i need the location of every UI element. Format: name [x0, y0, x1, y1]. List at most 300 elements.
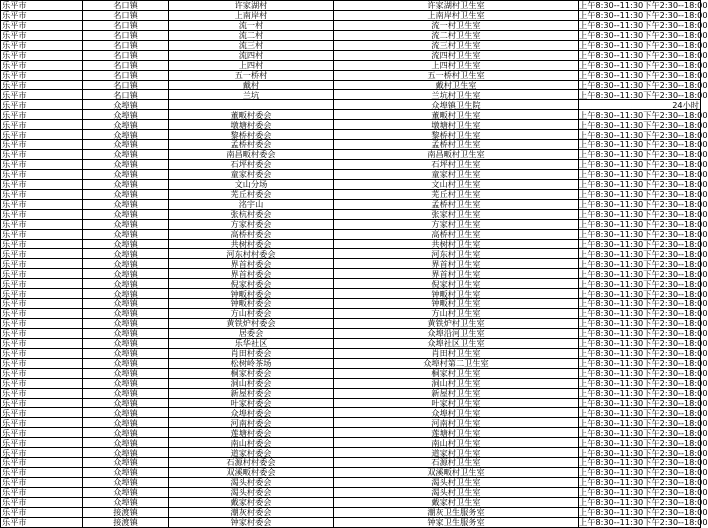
town-cell[interactable]: 众埠镇 — [83, 299, 169, 309]
hours-cell[interactable]: 上午8:30--11:30下午2:30--18:00 — [579, 338, 708, 349]
town-cell[interactable]: 众埠镇 — [83, 269, 169, 279]
clinic-cell[interactable]: 黎桥村卫生室 — [334, 130, 579, 140]
town-cell[interactable]: 名口镇 — [83, 30, 169, 40]
village-cell[interactable]: 肖田村委会 — [169, 348, 334, 358]
city-cell[interactable]: 乐平市 — [1, 507, 83, 517]
table-row — [1, 438, 701, 448]
village-cell[interactable]: 兰坑 — [169, 90, 334, 100]
table-row — [1, 130, 701, 140]
village-cell[interactable]: 倪家村委会 — [169, 279, 334, 289]
clinic-cell[interactable]: 河南村卫生室 — [334, 418, 579, 428]
town-cell[interactable]: 接渡镇 — [83, 507, 169, 517]
city-cell[interactable]: 乐平市 — [1, 368, 83, 378]
village-cell[interactable]: 叶家村委会 — [169, 398, 334, 408]
city-cell[interactable]: 乐平市 — [1, 358, 83, 368]
city-cell[interactable]: 乐平市 — [1, 30, 83, 40]
clinic-cell[interactable]: 倪家村卫生室 — [334, 279, 579, 289]
table-row — [1, 299, 701, 309]
town-cell[interactable]: 众埠镇 — [83, 169, 169, 179]
city-cell[interactable]: 乐平市 — [1, 269, 83, 279]
town-cell[interactable]: 众埠镇 — [83, 497, 169, 507]
village-cell[interactable]: 南昌畈村委会 — [169, 150, 334, 160]
city-cell[interactable]: 乐平市 — [1, 140, 83, 150]
hours-cell[interactable]: 上午8:30--11:30下午2:30--18:00 — [579, 457, 708, 468]
city-cell[interactable]: 乐平市 — [1, 448, 83, 458]
village-cell[interactable]: 居委会 — [169, 328, 334, 338]
city-cell[interactable]: 乐平市 — [1, 150, 83, 160]
town-cell[interactable]: 众埠镇 — [83, 438, 169, 448]
town-cell[interactable]: 众埠镇 — [83, 239, 169, 249]
hours-cell[interactable]: 上午8:30--11:30下午2:30--18:00 — [579, 218, 708, 229]
city-cell[interactable]: 乐平市 — [1, 517, 83, 527]
town-cell[interactable]: 众埠镇 — [83, 487, 169, 497]
hours-cell[interactable]: 上午8:30--11:30下午2:30--18:00 — [579, 507, 708, 518]
town-cell[interactable]: 众埠镇 — [83, 478, 169, 488]
village-cell[interactable]: 董畈村委会 — [169, 110, 334, 120]
village-cell[interactable]: 莲塘村委会 — [169, 428, 334, 438]
table-row — [1, 199, 701, 209]
hours-cell[interactable]: 上午8:30--11:30下午2:30--18:00 — [579, 199, 708, 210]
hours-cell[interactable]: 上午8:30--11:30下午2:30--18:00 — [579, 228, 708, 239]
city-cell[interactable]: 乐平市 — [1, 418, 83, 428]
clinic-cell[interactable]: 共树村卫生室 — [334, 239, 579, 249]
village-cell[interactable]: 方家村委会 — [169, 219, 334, 229]
clinic-cell[interactable]: 文山村卫生室 — [334, 179, 579, 189]
town-cell[interactable]: 众埠镇 — [83, 219, 169, 229]
city-cell[interactable]: 乐平市 — [1, 438, 83, 448]
village-cell[interactable]: 张杭村委会 — [169, 209, 334, 219]
city-cell[interactable]: 乐平市 — [1, 70, 83, 80]
town-cell[interactable]: 众埠镇 — [83, 348, 169, 358]
clinic-cell[interactable]: 墩塘村卫生室 — [334, 120, 579, 130]
village-cell[interactable]: 钟家村委会 — [169, 517, 334, 527]
hours-cell[interactable]: 上午8:30--11:30下午2:30--18:00 — [579, 50, 708, 61]
city-cell[interactable]: 乐平市 — [1, 160, 83, 170]
table-row — [1, 140, 701, 150]
clinic-cell[interactable]: 众埠村第二卫生室 — [334, 358, 579, 368]
clinic-cell[interactable]: 南山村卫生室 — [334, 438, 579, 448]
village-cell[interactable]: 双溪畈村委会 — [169, 468, 334, 478]
hours-cell[interactable]: 上午8:30--11:30下午2:30--18:00 — [579, 119, 708, 130]
table-row — [1, 239, 701, 249]
clinic-cell[interactable]: 流四村卫生室 — [334, 50, 579, 60]
town-cell[interactable]: 众埠镇 — [83, 179, 169, 189]
clinic-cell[interactable]: 潮灰卫生服务室 — [334, 507, 579, 517]
town-cell[interactable]: 众埠镇 — [83, 209, 169, 219]
clinic-cell[interactable]: 钟畈村卫生室 — [334, 289, 579, 299]
table-row — [1, 40, 701, 50]
town-cell[interactable]: 众埠镇 — [83, 289, 169, 299]
village-cell[interactable]: 界首村委会 — [169, 269, 334, 279]
hours-cell[interactable]: 上午8:30--11:30下午2:30--18:00 — [579, 417, 708, 428]
town-cell[interactable]: 众埠镇 — [83, 309, 169, 319]
village-cell[interactable]: 方山村委会 — [169, 309, 334, 319]
village-cell[interactable]: 流三村 — [169, 40, 334, 50]
table-row — [1, 70, 701, 80]
clinic-cell[interactable]: 桐家村卫生室 — [334, 368, 579, 378]
hours-cell[interactable]: 上午8:30--11:30下午2:30--18:00 — [579, 427, 708, 438]
table-row — [1, 90, 701, 100]
city-cell[interactable]: 乐平市 — [1, 120, 83, 130]
table-row — [1, 1, 701, 11]
village-cell[interactable]: 戴家村委会 — [169, 497, 334, 507]
clinic-cell[interactable]: 上四村卫生室 — [334, 60, 579, 70]
town-cell[interactable]: 众埠镇 — [83, 378, 169, 388]
city-cell[interactable]: 乐平市 — [1, 50, 83, 60]
town-cell[interactable]: 名口镇 — [83, 40, 169, 50]
village-cell[interactable]: 渴头村委会 — [169, 487, 334, 497]
town-cell[interactable]: 众埠镇 — [83, 408, 169, 418]
clinic-cell[interactable]: 叶家村卫生室 — [334, 398, 579, 408]
clinic-cell[interactable]: 流一村卫生室 — [334, 20, 579, 30]
table-row — [1, 249, 701, 259]
village-cell[interactable] — [169, 100, 334, 110]
city-cell[interactable]: 乐平市 — [1, 478, 83, 488]
hours-cell[interactable]: 上午8:30--11:30下午2:30--18:00 — [579, 467, 708, 478]
table-row — [1, 358, 701, 368]
town-cell[interactable]: 众埠镇 — [83, 448, 169, 458]
city-cell[interactable]: 乐平市 — [1, 289, 83, 299]
town-cell[interactable]: 众埠镇 — [83, 100, 169, 110]
city-cell[interactable]: 乐平市 — [1, 309, 83, 319]
table-row — [1, 80, 701, 90]
hours-cell[interactable]: 上午8:30--11:30下午2:30--18:00 — [579, 407, 708, 418]
town-cell[interactable]: 众埠镇 — [83, 160, 169, 170]
clinic-cell[interactable]: 五一桥村卫生室 — [334, 70, 579, 80]
town-cell[interactable]: 名口镇 — [83, 10, 169, 20]
table-row — [1, 517, 701, 527]
hours-cell[interactable]: 24小时 — [579, 100, 701, 110]
city-cell[interactable]: 乐平市 — [1, 398, 83, 408]
table-row — [1, 189, 701, 199]
city-cell[interactable]: 乐平市 — [1, 209, 83, 219]
hours-cell[interactable]: 上午8:30--11:30下午2:30--18:00 — [579, 30, 708, 41]
town-cell[interactable]: 众埠镇 — [83, 428, 169, 438]
village-cell[interactable]: 流四村 — [169, 50, 334, 60]
city-cell[interactable]: 乐平市 — [1, 199, 83, 209]
village-cell[interactable]: 童家村委会 — [169, 169, 334, 179]
city-cell[interactable]: 乐平市 — [1, 428, 83, 438]
city-cell[interactable]: 乐平市 — [1, 100, 83, 110]
village-cell[interactable]: 许家湖村 — [169, 1, 334, 11]
hours-cell[interactable]: 上午8:30--11:30下午2:30--18:00 — [579, 298, 708, 309]
town-cell[interactable]: 众埠镇 — [83, 150, 169, 160]
hours-cell[interactable]: 上午8:30--11:30下午2:30--18:00 — [579, 358, 708, 369]
town-cell[interactable]: 众埠镇 — [83, 388, 169, 398]
village-cell[interactable]: 河南村委会 — [169, 418, 334, 428]
town-cell[interactable]: 众埠镇 — [83, 338, 169, 348]
town-cell[interactable]: 众埠镇 — [83, 229, 169, 239]
town-cell[interactable]: 名口镇 — [83, 20, 169, 30]
hours-cell[interactable]: 上午8:30--11:30下午2:30--18:00 — [579, 437, 708, 448]
town-cell[interactable]: 众埠镇 — [83, 328, 169, 338]
village-cell[interactable]: 石源村村委会 — [169, 458, 334, 468]
hours-cell[interactable]: 上午8:30--11:30下午2:30--18:00 — [579, 139, 708, 150]
village-cell[interactable]: 文山分场 — [169, 179, 334, 189]
city-cell[interactable]: 乐平市 — [1, 60, 83, 70]
table-row — [1, 328, 701, 338]
city-cell[interactable]: 乐平市 — [1, 378, 83, 388]
village-cell[interactable]: 戴村 — [169, 80, 334, 90]
city-cell[interactable]: 乐平市 — [1, 259, 83, 269]
city-cell[interactable]: 乐平市 — [1, 1, 83, 11]
city-cell[interactable]: 乐平市 — [1, 179, 83, 189]
city-cell[interactable]: 乐平市 — [1, 279, 83, 289]
clinic-cell[interactable]: 方家村卫生室 — [334, 219, 579, 229]
town-cell[interactable]: 名口镇 — [83, 70, 169, 80]
clinic-cell[interactable]: 石坪村卫生室 — [334, 160, 579, 170]
hours-cell[interactable]: 上午8:30--11:30下午2:30--18:00 — [579, 149, 708, 160]
hours-cell[interactable]: 上午8:30--11:30下午2:30--18:00 — [579, 397, 708, 408]
clinic-cell[interactable]: 钟家卫生服务室 — [334, 517, 579, 527]
town-cell[interactable]: 众埠镇 — [83, 110, 169, 120]
village-cell[interactable]: 松树岭茶场 — [169, 358, 334, 368]
clinic-cell[interactable]: 黄铁炉村卫生室 — [334, 319, 579, 329]
town-cell[interactable]: 众埠镇 — [83, 358, 169, 368]
table-row — [1, 179, 701, 189]
city-cell[interactable]: 乐平市 — [1, 130, 83, 140]
clinic-cell[interactable]: 新屋村卫生室 — [334, 388, 579, 398]
clinic-cell[interactable]: 众埠村卫生室 — [334, 408, 579, 418]
table-row — [1, 487, 701, 497]
table-row — [1, 398, 701, 408]
clinic-cell[interactable]: 芜丘村卫生室 — [334, 189, 579, 199]
town-cell[interactable]: 名口镇 — [83, 80, 169, 90]
hours-cell[interactable]: 上午8:30--11:30下午2:30--18:00 — [579, 79, 708, 90]
table-row — [1, 10, 701, 20]
village-cell[interactable]: 界首村委会 — [169, 259, 334, 269]
hours-cell[interactable]: 上午8:30--11:30下午2:30--18:00 — [579, 258, 708, 269]
city-cell[interactable]: 乐平市 — [1, 338, 83, 348]
city-cell[interactable]: 乐平市 — [1, 458, 83, 468]
clinic-cell[interactable]: 洞山村卫生室 — [334, 378, 579, 388]
city-cell[interactable]: 乐平市 — [1, 169, 83, 179]
clinic-cell[interactable]: 流三村卫生室 — [334, 40, 579, 50]
town-cell[interactable]: 众埠镇 — [83, 199, 169, 209]
town-cell[interactable]: 众埠镇 — [83, 319, 169, 329]
clinic-cell[interactable]: 戴村卫生室 — [334, 80, 579, 90]
village-cell[interactable]: 众埠村委会 — [169, 408, 334, 418]
hours-cell[interactable]: 上午8:30--11:30下午2:30--18:00 — [579, 59, 708, 70]
table-row — [1, 368, 701, 378]
hours-cell[interactable]: 上午8:30--11:30下午2:30--18:00 — [579, 169, 708, 180]
city-cell[interactable]: 乐平市 — [1, 10, 83, 20]
clinic-cell[interactable]: 河东村卫生室 — [334, 249, 579, 259]
village-cell[interactable]: 新屋村委会 — [169, 388, 334, 398]
city-cell[interactable]: 乐平市 — [1, 90, 83, 100]
village-cell[interactable]: 共树村委会 — [169, 239, 334, 249]
hours-cell[interactable]: 上午8:30--11:30下午2:30--18:00 — [579, 328, 708, 339]
city-cell[interactable]: 乐平市 — [1, 219, 83, 229]
village-cell[interactable]: 石坪村委会 — [169, 160, 334, 170]
clinic-cell[interactable]: 童家村卫生室 — [334, 169, 579, 179]
clinic-cell[interactable]: 道家村卫生室 — [334, 448, 579, 458]
clinic-cell[interactable]: 戴家村卫生室 — [334, 497, 579, 507]
town-cell[interactable]: 名口镇 — [83, 60, 169, 70]
table-row — [1, 279, 701, 289]
hours-cell[interactable]: 上午8:30--11:30下午2:30--18:00 — [579, 20, 708, 31]
hours-cell[interactable]: 上午8:30--11:30下午2:30--18:00 — [579, 387, 708, 398]
village-cell[interactable]: 洺宇山 — [169, 199, 334, 209]
hours-cell[interactable]: 上午8:30--11:30下午2:30--18:00 — [579, 487, 708, 498]
hours-cell[interactable]: 上午8:30--11:30下午2:30--18:00 — [579, 89, 708, 100]
city-cell[interactable]: 乐平市 — [1, 388, 83, 398]
hours-cell[interactable]: 上午8:30--11:30下午2:30--18:00 — [579, 248, 708, 259]
clinic-cell[interactable]: 莲塘村卫生室 — [334, 428, 579, 438]
town-cell[interactable]: 众埠镇 — [83, 140, 169, 150]
village-cell[interactable]: 乐华社区 — [169, 338, 334, 348]
city-cell[interactable]: 乐平市 — [1, 20, 83, 30]
hours-cell[interactable]: 上午8:30--11:30下午2:30--18:00 — [579, 377, 708, 388]
clinic-cell[interactable]: 肖田村卫生室 — [334, 348, 579, 358]
village-cell[interactable]: 钟畈村委会 — [169, 289, 334, 299]
town-cell[interactable]: 众埠镇 — [83, 120, 169, 130]
table-row — [1, 289, 701, 299]
town-cell[interactable]: 名口镇 — [83, 90, 169, 100]
clinic-cell[interactable]: 孟桥村卫生室 — [334, 140, 579, 150]
table-row — [1, 219, 701, 229]
town-cell[interactable]: 众埠镇 — [83, 259, 169, 269]
village-cell[interactable]: 洞山村委会 — [169, 378, 334, 388]
clinic-cell[interactable]: 董畈村卫生室 — [334, 110, 579, 120]
city-cell[interactable]: 乐平市 — [1, 249, 83, 259]
city-cell[interactable]: 乐平市 — [1, 348, 83, 358]
town-cell[interactable]: 众埠镇 — [83, 130, 169, 140]
village-cell[interactable]: 河东村村委会 — [169, 249, 334, 259]
clinic-cell[interactable]: 众埠沿河卫生室 — [334, 328, 579, 338]
city-cell[interactable]: 乐平市 — [1, 80, 83, 90]
town-cell[interactable]: 众埠镇 — [83, 249, 169, 259]
hours-cell[interactable]: 上午8:30--11:30下午2:30--18:00 — [579, 308, 708, 319]
town-cell[interactable]: 众埠镇 — [83, 468, 169, 478]
village-cell[interactable]: 黎桥村委会 — [169, 130, 334, 140]
table-row — [1, 388, 701, 398]
city-cell[interactable]: 乐平市 — [1, 239, 83, 249]
clinic-cell[interactable]: 方山村卫生室 — [334, 309, 579, 319]
hours-cell[interactable]: 上午8:30--11:30下午2:30--18:00 — [579, 109, 708, 120]
city-cell[interactable]: 乐平市 — [1, 497, 83, 507]
village-cell[interactable]: 上南岸村 — [169, 10, 334, 20]
clinic-cell[interactable]: 渴头村卫生室 — [334, 487, 579, 497]
clinic-cell[interactable]: 钟畈村卫生室 — [334, 299, 579, 309]
clinic-cell[interactable]: 众埠社区卫生室 — [334, 338, 579, 348]
table-row — [1, 229, 701, 239]
hours-cell[interactable]: 上午8:30--11:30下午2:30--18:00 — [579, 10, 708, 21]
city-cell[interactable]: 乐平市 — [1, 408, 83, 418]
village-cell[interactable]: 道家村委会 — [169, 448, 334, 458]
town-cell[interactable]: 名口镇 — [83, 1, 169, 11]
clinic-cell[interactable]: 流二村卫生室 — [334, 30, 579, 40]
table-row — [1, 478, 701, 488]
town-cell[interactable]: 名口镇 — [83, 50, 169, 60]
clinic-cell[interactable]: 许家湖村卫生室 — [334, 1, 579, 11]
city-cell[interactable]: 乐平市 — [1, 487, 83, 497]
table-row — [1, 418, 701, 428]
hours-cell[interactable]: 上午8:30--11:30下午2:30--18:00 — [579, 129, 708, 140]
hours-cell[interactable]: 上午8:30--11:30下午2:30--18:00 — [579, 497, 708, 508]
city-cell[interactable]: 乐平市 — [1, 328, 83, 338]
hours-cell[interactable]: 上午8:30--11:30下午2:30--18:00 — [579, 189, 708, 200]
village-cell[interactable]: 高桥村委会 — [169, 229, 334, 239]
clinic-cell[interactable]: 双溪畈村卫生室 — [334, 468, 579, 478]
table-row — [1, 110, 701, 120]
clinic-cell[interactable]: 界首村卫生室 — [334, 259, 579, 269]
hours-cell[interactable]: 上午8:30--11:30下午2:30--18:00 — [579, 40, 708, 51]
village-cell[interactable]: 渴头村委会 — [169, 478, 334, 488]
town-cell[interactable]: 众埠镇 — [83, 189, 169, 199]
hours-cell[interactable]: 上午8:30--11:30下午2:30--18:00 — [579, 209, 708, 220]
clinic-cell[interactable]: 渴头村卫生室 — [334, 478, 579, 488]
clinic-cell[interactable]: 高桥村卫生室 — [334, 229, 579, 239]
hours-cell[interactable]: 上午8:30--11:30下午2:30--18:00 — [579, 447, 708, 458]
town-cell[interactable]: 众埠镇 — [83, 418, 169, 428]
clinic-cell[interactable]: 孟桥村卫生室 — [334, 199, 579, 209]
city-cell[interactable]: 乐平市 — [1, 229, 83, 239]
clinic-cell[interactable]: 上南岸村卫生室 — [334, 10, 579, 20]
city-cell[interactable]: 乐平市 — [1, 299, 83, 309]
village-cell[interactable]: 流二村 — [169, 30, 334, 40]
city-cell[interactable]: 乐平市 — [1, 468, 83, 478]
hours-cell[interactable]: 上午8:30--11:30下午2:30--18:00 — [579, 159, 708, 170]
village-cell[interactable]: 南山村委会 — [169, 438, 334, 448]
city-cell[interactable]: 乐平市 — [1, 319, 83, 329]
village-cell[interactable]: 潮灰村委会 — [169, 507, 334, 517]
clinic-cell[interactable]: 界首村卫生室 — [334, 269, 579, 279]
hours-cell[interactable]: 上午8:30--11:30下午2:30--18:00 — [579, 268, 708, 279]
hours-cell[interactable]: 上午8:30--11:30下午2:30--18:00 — [579, 318, 708, 329]
table-row — [1, 160, 701, 170]
hours-cell[interactable]: 上午8:30--11:30下午2:30--18:00 — [579, 69, 708, 80]
hours-cell[interactable]: 上午8:30--11:30下午2:30--18:00 — [579, 368, 708, 379]
hours-cell[interactable]: 上午8:30--11:30下午2:30--18:00 — [579, 238, 708, 249]
hours-cell[interactable]: 上午8:30--11:30下午2:30--18:00 — [579, 179, 708, 190]
clinic-table-body — [1, 0, 708, 528]
village-cell[interactable]: 上四村 — [169, 60, 334, 70]
hours-cell[interactable]: 上午8:30--11:30下午2:30--18:00 — [579, 0, 708, 11]
table-row — [1, 309, 701, 319]
hours-cell[interactable]: 上午8:30--11:30下午2:30--18:00 — [579, 517, 708, 528]
hours-cell[interactable]: 上午8:30--11:30下午2:30--18:00 — [579, 348, 708, 359]
clinic-cell[interactable]: 南昌畈村卫生室 — [334, 150, 579, 160]
table-row — [1, 259, 701, 269]
clinic-cell[interactable]: 张家村卫生室 — [334, 209, 579, 219]
hours-cell[interactable]: 上午8:30--11:30下午2:30--18:00 — [579, 278, 708, 289]
hours-cell[interactable]: 上午8:30--11:30下午2:30--18:00 — [579, 477, 708, 488]
village-cell[interactable]: 钟畈村委会 — [169, 299, 334, 309]
hours-cell[interactable]: 上午8:30--11:30下午2:30--18:00 — [579, 288, 708, 299]
clinic-cell[interactable]: 众埠镇卫生院 — [334, 100, 579, 110]
village-cell[interactable]: 流一村 — [169, 20, 334, 30]
table-row — [1, 338, 701, 348]
village-cell[interactable]: 五一桥村 — [169, 70, 334, 80]
village-cell[interactable]: 黄铁炉村委会 — [169, 319, 334, 329]
village-cell[interactable]: 桐家村委会 — [169, 368, 334, 378]
village-cell[interactable]: 芜丘村委会 — [169, 189, 334, 199]
town-cell[interactable]: 众埠镇 — [83, 279, 169, 289]
clinic-cell[interactable]: 石源村卫生室 — [334, 458, 579, 468]
city-cell[interactable]: 乐平市 — [1, 110, 83, 120]
table-row — [1, 120, 701, 130]
village-cell[interactable]: 墩塘村委会 — [169, 120, 334, 130]
town-cell[interactable]: 众埠镇 — [83, 398, 169, 408]
village-cell[interactable]: 孟桥村委会 — [169, 140, 334, 150]
town-cell[interactable]: 众埠镇 — [83, 458, 169, 468]
city-cell[interactable]: 乐平市 — [1, 40, 83, 50]
clinic-cell[interactable]: 兰坑村卫生室 — [334, 90, 579, 100]
town-cell[interactable]: 接渡镇 — [83, 517, 169, 527]
city-cell[interactable]: 乐平市 — [1, 189, 83, 199]
town-cell[interactable]: 众埠镇 — [83, 368, 169, 378]
